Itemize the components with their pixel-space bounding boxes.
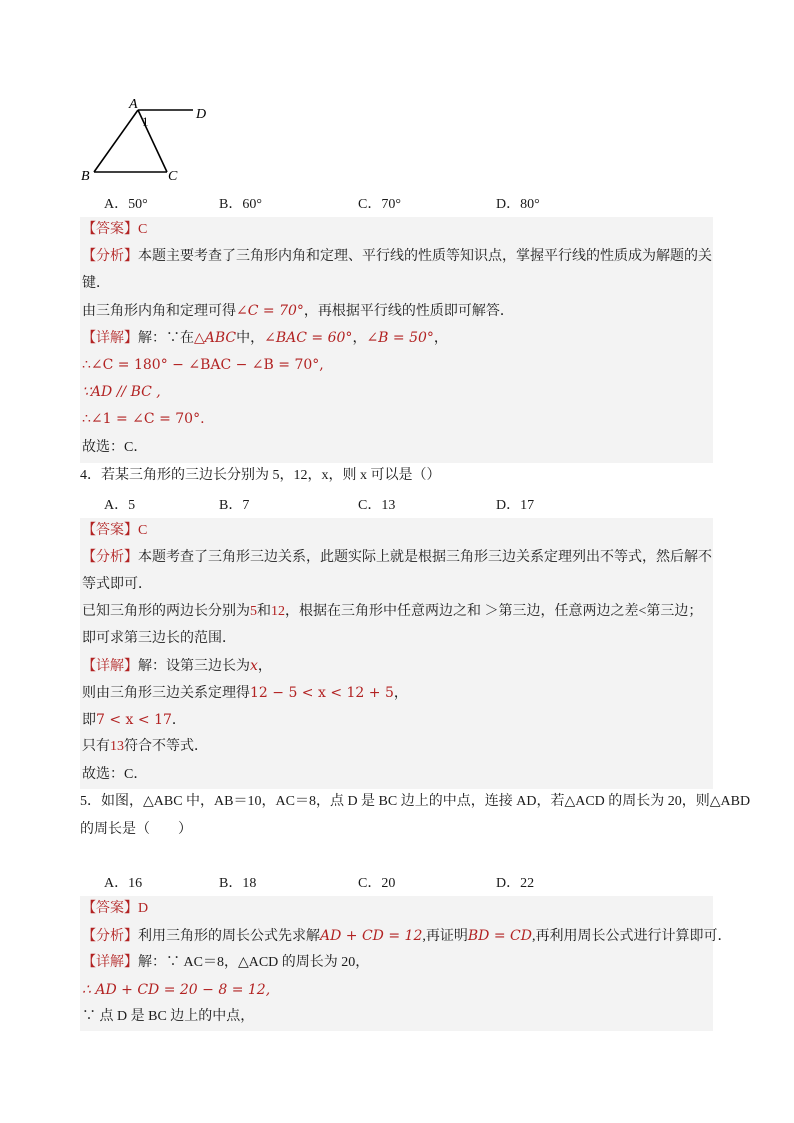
math-expression: △ABC	[194, 330, 237, 346]
analysis-label: 【分析】	[82, 550, 138, 565]
q3-option-b: B．60°	[219, 197, 262, 212]
q5-stem-line-2: 的周长是（ ）	[80, 822, 192, 837]
label-d: D	[196, 107, 207, 122]
triangle-figure	[78, 92, 228, 184]
answer-label: 【答案】	[82, 901, 138, 916]
q3-analysis-line-1	[82, 248, 712, 266]
q3-option-c: C．70°	[358, 197, 401, 212]
q4-choice-line: 故选：C．	[82, 767, 148, 782]
q5-option-a: A．16	[104, 876, 143, 891]
detail-text: 只有	[82, 739, 110, 754]
detail-text: ，	[393, 686, 408, 701]
analysis-label: 【分析】	[82, 249, 138, 264]
analysis-text: 和	[257, 604, 271, 619]
math-expression: BD = CD	[467, 928, 532, 944]
answer-label: 【答案】	[82, 222, 138, 237]
detail-text: 解：∵在	[138, 331, 194, 346]
q4-analysis-line-2: 等式即可．	[82, 577, 152, 592]
detail-label: 【详解】	[82, 659, 138, 674]
q4-option-d: D．17	[496, 498, 535, 513]
q3-band-1	[80, 217, 713, 244]
analysis-text: 利用三角形的周长公式先求解	[138, 929, 320, 944]
math-expression: 7 < x < 17	[96, 712, 172, 728]
q4-options	[0, 494, 794, 514]
q4-analysis-line-4: 即可求第三边长的范围．	[82, 631, 236, 646]
q4-option-a: A．5	[104, 498, 136, 513]
q4-analysis-line-3	[82, 603, 702, 621]
analysis-text: ,再证明	[422, 929, 468, 944]
analysis-text: 由三角形内角和定理可得	[82, 304, 236, 319]
q4-option-c: C．13	[358, 498, 396, 513]
detail-label: 【详解】	[82, 331, 138, 346]
q3-band-9	[80, 433, 713, 463]
detail-text: 解：∵ AC＝8，△ACD 的周长为 20，	[138, 955, 370, 970]
detail-text: 符合不等式．	[124, 739, 208, 754]
q3-option-a: A．50°	[104, 197, 148, 212]
math-expression: ∠BAC = 60°	[264, 330, 353, 346]
q5-option-c: C．20	[358, 876, 396, 891]
q5-analysis-line-1	[82, 927, 731, 946]
answer-label: 【答案】	[82, 523, 138, 538]
detail-text: ，	[352, 331, 367, 346]
analysis-text: ,再利用周长公式进行计算即可．	[531, 929, 732, 944]
q4-band-3	[80, 572, 713, 599]
q4-option-b: B．7	[219, 498, 250, 513]
q3-analysis-line-2	[82, 275, 110, 293]
q5-band-1	[80, 896, 713, 923]
math-expression: 12 − 5 < x < 12 + 5	[250, 685, 394, 701]
q4-detail-line-2	[82, 684, 408, 703]
q3-detail-line-1	[82, 329, 448, 348]
q3-detail-line-4: ∴∠1 = ∠C = 70°.	[82, 411, 205, 427]
detail-text: ．	[171, 713, 186, 728]
q5-options	[0, 872, 794, 892]
analysis-text: ，根据在三角形中任意两边之和 ＞第三边，任意两边之差<第三边；	[285, 604, 703, 619]
q5-stem-line-1: 5．如图，△ABC 中，AB＝10，AC＝8，点 D 是 BC 边上的中点，连接 AD，若△ACD 的周长为 20，则△ABD	[80, 794, 751, 809]
analysis-text: 已知三角形的两边长分别为	[82, 604, 250, 619]
analysis-text: 本题主要考查了三角形内角和定理、平行线的性质等知识点，掌握平行线的性质成为解题的关	[138, 249, 712, 264]
label-b: B	[81, 169, 90, 184]
detail-text: ，	[433, 331, 448, 346]
q3-analysis-line-3	[82, 302, 514, 321]
q4-band-10	[80, 761, 713, 789]
q4-answer-line	[82, 522, 147, 540]
q5-option-b: B．18	[219, 876, 257, 891]
q4-band-1	[80, 518, 713, 545]
detail-text: ，	[257, 659, 272, 674]
q5-detail-line-1	[82, 954, 369, 972]
label-c: C	[168, 169, 178, 184]
math-variable: x	[250, 658, 258, 674]
detail-text: 则由三角形三边关系定理得	[82, 686, 250, 701]
q5-detail-line-2: ∴ AD + CD = 20 − 8 = 12,	[82, 982, 271, 998]
label-1: 1	[142, 114, 149, 129]
q3-answer-line	[82, 221, 147, 239]
q3-detail-line-2: ∴∠C = 180° − ∠BAC − ∠B = 70°,	[82, 357, 324, 373]
math-expression: ∠C = 70°	[236, 303, 304, 319]
segment-ab	[94, 110, 138, 172]
q3-band-3	[80, 271, 713, 298]
analysis-text: ，再根据平行线的性质即可解答．	[303, 304, 514, 319]
detail-label: 【详解】	[82, 955, 138, 970]
q4-detail-line-3	[82, 711, 186, 730]
math-expression: AD + CD = 12	[320, 928, 423, 944]
q5-option-d: D．22	[496, 876, 535, 891]
label-a: A	[129, 97, 138, 112]
q3-choice-line: 故选：C．	[82, 440, 148, 455]
analysis-label: 【分析】	[82, 929, 138, 944]
analysis-text: 键．	[82, 276, 110, 291]
math-number: 12	[271, 604, 285, 619]
q3-option-d: D．80°	[496, 197, 540, 212]
detail-text: 中，	[236, 331, 265, 346]
answer-value: C	[138, 523, 148, 538]
q4-stem: 4．若某三角形的三边长分别为 5，12，x，则 x 可以是（）	[80, 468, 441, 483]
q4-analysis-line-1	[82, 549, 712, 567]
q5-answer-line	[82, 900, 148, 918]
q4-detail-line-4	[82, 738, 208, 756]
q3-detail-line-3: ∵AD // BC ,	[82, 384, 161, 400]
analysis-text: 本题考查了三角形三边关系，此题实际上就是根据三角形三边关系定理列出不等式，然后解不	[138, 550, 712, 565]
math-number: 5	[250, 604, 257, 619]
q3-options	[0, 193, 794, 213]
math-number: 13	[110, 739, 124, 754]
math-expression: ∠B = 50°	[366, 330, 434, 346]
detail-text: 即	[82, 713, 96, 728]
q5-detail-line-3: ∵ 点 D 是 BC 边上的中点，	[82, 1009, 255, 1024]
answer-value: C	[138, 222, 148, 237]
answer-value: D	[138, 901, 149, 916]
q4-detail-line-1	[82, 657, 272, 676]
detail-text: 解：设第三边长为	[138, 659, 250, 674]
q3-band-7	[80, 379, 713, 406]
